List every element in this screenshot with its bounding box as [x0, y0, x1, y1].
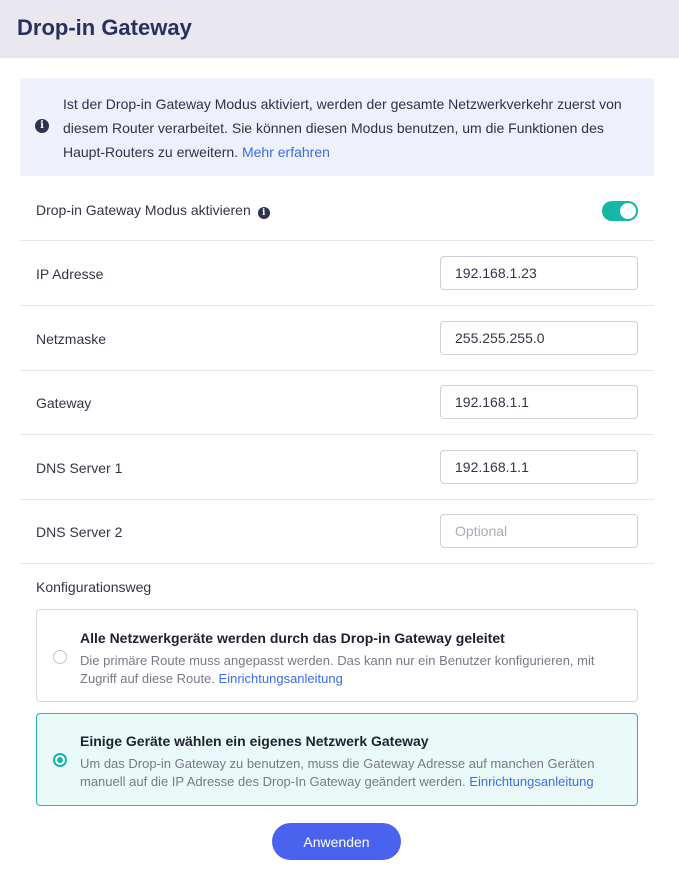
- dns1-row: [20, 435, 654, 500]
- gateway-label: Gateway: [36, 395, 92, 411]
- dns1-label: DNS Server 1: [36, 460, 123, 476]
- dns2-input[interactable]: [440, 514, 638, 548]
- info-banner: [20, 78, 654, 176]
- toggle-row: [20, 176, 654, 241]
- toggle-knob: [620, 203, 636, 219]
- dns2-row: [20, 499, 654, 564]
- toggle-label-wrap: [36, 202, 270, 219]
- radio-some-devices[interactable]: [53, 753, 67, 767]
- page-title: Drop-in Gateway: [17, 15, 192, 40]
- radio-all-devices[interactable]: [53, 650, 67, 664]
- option-description: Die primäre Route muss angepasst werden. Das kann nur ein Benutzer konfigurieren, mit Zugriff auf diese Route. Einrichtungsanleitung: [80, 653, 595, 686]
- gateway-input[interactable]: [440, 385, 638, 419]
- drop-in-mode-toggle[interactable]: [602, 201, 638, 221]
- info-icon: i: [35, 119, 49, 133]
- page-header: [0, 0, 679, 56]
- ip-address-input[interactable]: [440, 256, 638, 290]
- dns2-label: DNS Server 2: [36, 524, 123, 540]
- ip-label: IP Adresse: [36, 266, 104, 282]
- apply-button[interactable]: Anwenden: [272, 823, 401, 860]
- toggle-label: Drop-in Gateway Modus aktivieren: [36, 202, 251, 218]
- netmask-row: [20, 306, 654, 371]
- settings-card: [0, 58, 679, 873]
- config-section-label: Konfigurationsweg: [36, 579, 152, 595]
- config-option-some-devices[interactable]: [36, 713, 638, 806]
- info-text: Ist der Drop-in Gateway Modus aktiviert, werden der gesamte Netzwerkverkehr zuerst von diesem Router verarbeitet. Sie können diesen Modus benutzen, um die Funktionen des Haupt-Routers zu erweitern. Mehr erfahren: [63, 96, 622, 160]
- config-option-all-devices[interactable]: [36, 609, 638, 702]
- setup-guide-link[interactable]: Einrichtungsanleitung: [469, 774, 594, 789]
- learn-more-link[interactable]: Mehr erfahren: [241, 144, 330, 160]
- option-title: Alle Netzwerkgeräte werden durch das Drop-in Gateway geleitet: [80, 630, 505, 646]
- option-title: Einige Geräte wählen ein eigenes Netzwerk Gateway: [80, 733, 429, 749]
- setup-guide-link[interactable]: Einrichtungsanleitung: [218, 671, 343, 686]
- netmask-label: Netzmaske: [36, 331, 107, 347]
- ip-row: [20, 241, 654, 306]
- help-icon[interactable]: i: [258, 207, 270, 219]
- option-description: Um das Drop-in Gateway zu benutzen, muss die Gateway Adresse auf manchen Geräten manuell auf die IP Adresse des Drop-In Gateway geändert werden. Einrichtungsanleitung: [80, 756, 595, 789]
- netmask-input[interactable]: [440, 321, 638, 355]
- gateway-row: [20, 370, 654, 435]
- dns1-input[interactable]: [440, 450, 638, 484]
